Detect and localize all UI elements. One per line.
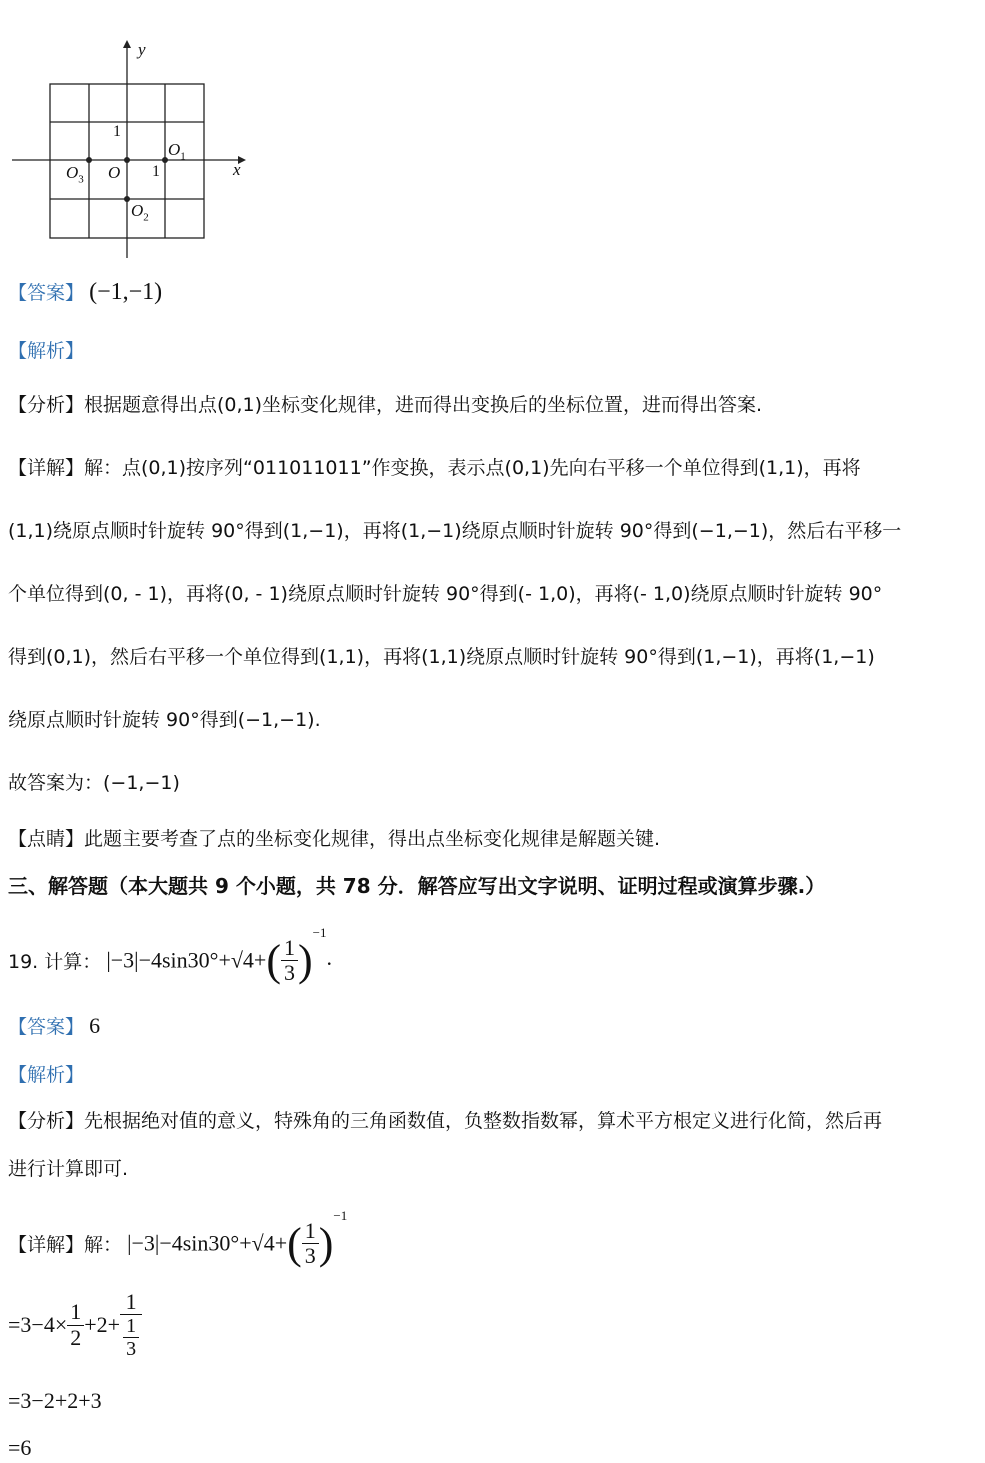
q19-fenxi-line1 xyxy=(8,1106,882,1133)
detail-text-1: 解：点(0,1)按序列“011011011”作变换，表示点(0,1)先向右平移一个单位得到(1,1)，再将 xyxy=(84,457,861,479)
tick-one-y: 1 xyxy=(113,123,121,140)
q18-conclusion: 故答案为：(−1,−1) xyxy=(8,772,180,794)
q19-step3: =6 xyxy=(8,1435,32,1460)
q18-detail-line1 xyxy=(8,453,861,480)
detail-prefix: 解： xyxy=(84,1234,123,1256)
q19-analysis-tag: 【解析】 xyxy=(8,1064,85,1086)
q18-answer xyxy=(8,278,162,306)
q19-step2: =3−2+2+3 xyxy=(8,1388,102,1413)
q19-end: . xyxy=(326,945,332,970)
origin-label: O xyxy=(108,163,121,182)
answer-tag: 【答案】 xyxy=(8,282,85,304)
left-paren: ( xyxy=(287,1219,302,1268)
coordinate-grid-figure xyxy=(0,0,260,262)
answer-tag: 【答案】 xyxy=(8,1016,85,1038)
q18-detail-line5: 绕原点顺时针旋转 90°得到(−1,−1). xyxy=(8,709,321,731)
step1-part-b: +2+ xyxy=(84,1312,121,1338)
q19-exponent: −1 xyxy=(312,925,327,940)
q19-expression: |−3|−4sin30°+√4+ xyxy=(106,947,267,973)
q18-analysis-tag: 【解析】 xyxy=(8,340,85,362)
step1-complex-fraction: $\frac{1}{\frac{1}{3}}$ xyxy=(120,1290,142,1360)
q18-dianjing xyxy=(8,824,660,851)
step1-part-a: =3−4× xyxy=(8,1312,68,1338)
y-axis-label: y xyxy=(138,40,146,59)
right-paren: ) xyxy=(298,936,313,985)
o1-label: $O_1$ xyxy=(168,140,186,163)
left-paren: ( xyxy=(266,936,281,985)
q19-answer xyxy=(8,1012,100,1039)
fenxi-text: 先根据绝对值的意义，特殊角的三角函数值，负整数指数幂，算术平方根定义进行化简，然后再 xyxy=(84,1110,883,1132)
step1-fraction: $\frac{1}{2}$ xyxy=(67,1300,84,1349)
dianjing-text: 此题主要考查了点的坐标变化规律，得出点坐标变化规律是解题关键. xyxy=(84,828,661,850)
fenxi-tag: 【分析】 xyxy=(8,1110,85,1132)
xiangjie-tag: 【详解】 xyxy=(8,1234,85,1256)
q19-step1 xyxy=(8,1290,142,1360)
x-axis-label: x xyxy=(233,160,241,179)
tick-one-x: 1 xyxy=(152,163,160,180)
q18-detail-line2: (1,1)绕原点顺时针旋转 90°得到(1,−1)，再将(1,−1)绕原点顺时针旋转 90°得到(−1,−1)，然后右平移一 xyxy=(8,520,902,542)
q18-detail-line4: 得到(0,1)，然后右平移一个单位得到(1,1)，再将(1,1)绕原点顺时针旋转 90°得到(1,−1)，再将(1,−1) xyxy=(8,646,875,668)
o2-label: $O_2$ xyxy=(131,201,149,224)
xiangjie-tag: 【详解】 xyxy=(8,457,85,479)
section3-heading: 三、解答题（本大题共 9 个小题，共 78 分．解答应写出文字说明、证明过程或演算步骤.） xyxy=(8,874,826,898)
o3-label: $O_3$ xyxy=(66,163,84,186)
q19-fenxi-line2: 进行计算即可. xyxy=(8,1158,129,1180)
q19-detail xyxy=(8,1208,347,1269)
answer-value: (−1,−1) xyxy=(89,279,163,305)
dianjing-tag: 【点睛】 xyxy=(8,828,85,850)
right-paren: ) xyxy=(318,1219,334,1268)
answer-value: 6 xyxy=(89,1013,101,1038)
q18-fenxi xyxy=(8,390,762,417)
detail-fraction: $\frac{1}{3}$ xyxy=(302,1219,319,1268)
detail-expression: |−3|−4sin30°+√4+ xyxy=(127,1230,288,1256)
q19-number: 19. 计算： xyxy=(8,951,102,973)
q19-fraction: $\frac{1}{3}$ xyxy=(281,936,298,985)
fenxi-text: 根据题意得出点(0,1)坐标变化规律，进而得出变换后的坐标位置，进而得出答案. xyxy=(84,394,763,416)
detail-exponent: −1 xyxy=(333,1208,348,1223)
q18-detail-line3: 个单位得到(0, - 1)，再将(0, - 1)绕原点顺时针旋转 90°得到(- 1,0)，再将(- 1,0)绕原点顺时针旋转 90° xyxy=(8,583,883,605)
fenxi-tag: 【分析】 xyxy=(8,394,85,416)
q19-question xyxy=(8,925,332,986)
